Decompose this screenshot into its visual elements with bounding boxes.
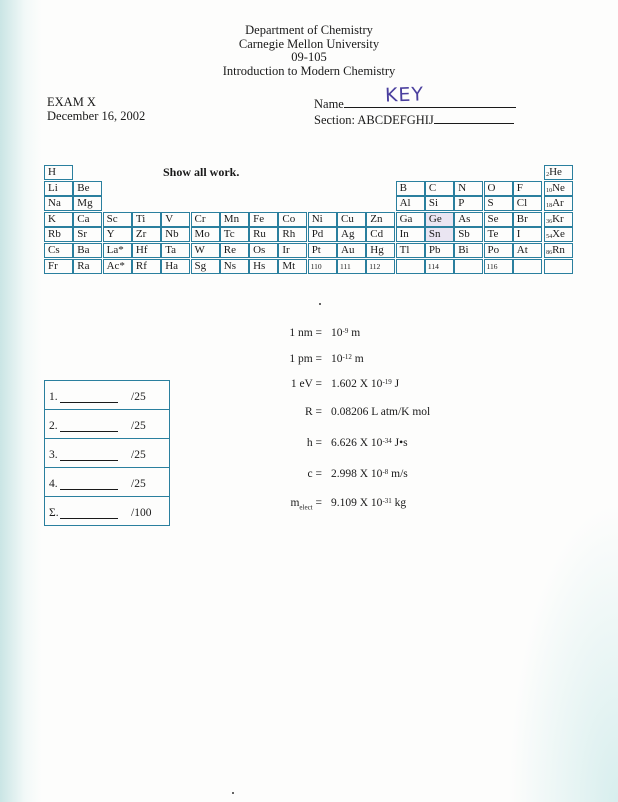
constant-label: 1 pm = (289, 353, 322, 365)
element-cell: Tl (396, 243, 425, 258)
element-cell: W (191, 243, 220, 258)
score-blank[interactable] (60, 402, 118, 403)
score-blank[interactable] (60, 489, 118, 490)
element-cell (454, 259, 483, 274)
element-cell (544, 259, 573, 274)
name-handwritten: KEY (384, 83, 425, 107)
element-cell: Al (396, 196, 425, 211)
element-cell: Cu (337, 212, 366, 227)
speck (232, 792, 234, 794)
element-cell: Rf (132, 259, 161, 274)
constant-label: 1 nm = (289, 327, 322, 339)
exam-title: EXAM X (47, 95, 96, 109)
element-cell: O (484, 181, 513, 196)
score-row (45, 381, 169, 410)
speck (319, 303, 321, 305)
element-cell: Na (44, 196, 73, 211)
element-cell: 112 (366, 259, 395, 274)
constant-row (236, 467, 408, 483)
element-cell: Rb (44, 227, 73, 242)
element-cell: Bi (454, 243, 483, 258)
header-line: 09-105 (291, 50, 327, 65)
element-cell: Ru (249, 227, 278, 242)
element-cell: Se (484, 212, 513, 227)
element-cell: Sc (103, 212, 132, 227)
element-cell: H (44, 165, 73, 180)
constant-row (236, 352, 364, 368)
scan-speckle-left (0, 0, 42, 802)
constant-label: R = (304, 406, 322, 418)
constant-value: 1.602 X $10^{-19}$ J (331, 378, 400, 390)
element-cell: Os (249, 243, 278, 258)
element-cell: Ir (278, 243, 307, 258)
element-cell: Sb (454, 227, 483, 242)
element-cell: $_{36}$Kr (544, 212, 573, 227)
element-cell: Co (278, 212, 307, 227)
constant-label: h = (306, 437, 322, 449)
element-cell: Cs (44, 243, 73, 258)
header-line: Department of Chemistry (245, 23, 373, 37)
element-cell: $_{54}$Xe (544, 227, 573, 242)
element-cell: Po (484, 243, 513, 258)
element-cell: Mo (191, 227, 220, 242)
constant-row (236, 405, 431, 421)
element-cell: Ca (73, 212, 102, 227)
constant-row (236, 326, 361, 342)
element-cell: Fr (44, 259, 73, 274)
element-cell: Li (44, 181, 73, 196)
element-cell: Ni (308, 212, 337, 227)
constant-value: $10^{-12}$ m (331, 353, 364, 365)
element-cell: Br (513, 212, 542, 227)
score-blank[interactable] (60, 431, 118, 432)
score-blank[interactable] (60, 460, 118, 461)
element-cell: 114 (425, 259, 454, 274)
element-cell: Ta (161, 243, 190, 258)
element-cell: $_{10}$Ne (544, 181, 573, 196)
points-total: /25 (131, 478, 146, 490)
element-cell: At (513, 243, 542, 258)
course-header (0, 24, 618, 78)
element-cell: Rh (278, 227, 307, 242)
element-cell: Ti (132, 212, 161, 227)
points-total: /100 (131, 507, 152, 519)
constant-row (236, 377, 400, 393)
element-cell: Ha (161, 259, 190, 274)
constant-row (236, 436, 408, 452)
question-number: 2. (49, 420, 58, 432)
element-cell: Be (73, 181, 102, 196)
scan-speckle-bottom-right (508, 502, 618, 802)
element-cell: La* (103, 243, 132, 258)
score-box (44, 380, 170, 526)
name-field[interactable] (344, 95, 516, 108)
element-cell: S (484, 196, 513, 211)
element-cell: Ba (73, 243, 102, 258)
element-cell: Hg (366, 243, 395, 258)
element-cell: Ag (337, 227, 366, 242)
element-cell: K (44, 212, 73, 227)
exam-info (47, 95, 145, 123)
element-cell (513, 259, 542, 274)
element-cell: Cd (366, 227, 395, 242)
element-cell: Hs (249, 259, 278, 274)
question-number: 1. (49, 391, 58, 403)
score-row (45, 439, 169, 468)
element-cell: Y (103, 227, 132, 242)
constant-value: 0.08206 L atm/K mol (331, 406, 431, 418)
score-row (45, 497, 169, 525)
element-cell: C (425, 181, 454, 196)
element-cell: 111 (337, 259, 366, 274)
element-cell: $_{86}$Rn (544, 243, 573, 258)
exam-date: December 16, 2002 (47, 109, 146, 123)
score-row (45, 410, 169, 439)
element-cell: Cl (513, 196, 542, 211)
constant-value: 2.998 X $10^{-8}$ m/s (331, 468, 408, 480)
element-cell: Ra (73, 259, 102, 274)
constant-row (236, 496, 407, 512)
element-cell: I (513, 227, 542, 242)
element-cell: Ac* (103, 259, 132, 274)
score-blank[interactable] (60, 518, 118, 519)
element-cell: Au (337, 243, 366, 258)
element-cell: B (396, 181, 425, 196)
element-cell (396, 259, 425, 274)
element-cell: P (454, 196, 483, 211)
element-cell: $_{18}$Ar (544, 196, 573, 211)
element-cell: Ge (425, 212, 454, 227)
element-cell: Pb (425, 243, 454, 258)
element-cell: N (454, 181, 483, 196)
element-cell: Zr (132, 227, 161, 242)
name-label: Name (314, 97, 344, 111)
constant-value: 6.626 X $10^{-34}$ J•s (331, 437, 408, 449)
element-cell: Si (425, 196, 454, 211)
element-cell: Hf (132, 243, 161, 258)
element-cell: Pd (308, 227, 337, 242)
question-number: 3. (49, 449, 58, 461)
element-cell: Te (484, 227, 513, 242)
section-field[interactable] (434, 111, 514, 124)
element-cell: Mg (73, 196, 102, 211)
element-cell: Nb (161, 227, 190, 242)
points-total: /25 (131, 449, 146, 461)
question-number: 4. (49, 478, 58, 490)
element-cell: In (396, 227, 425, 242)
instructions: Show all work. (163, 165, 240, 179)
element-cell: Cr (191, 212, 220, 227)
element-cell: Zn (366, 212, 395, 227)
constant-label: 1 eV = (290, 378, 322, 390)
element-cell: As (454, 212, 483, 227)
element-cell: Mt (278, 259, 307, 274)
points-total: /25 (131, 391, 146, 403)
element-cell: Sn (425, 227, 454, 242)
element-cell: Sg (191, 259, 220, 274)
element-cell: Pt (308, 243, 337, 258)
element-cell: Sr (73, 227, 102, 242)
element-cell: Re (220, 243, 249, 258)
score-row (45, 468, 169, 497)
section-label: Section: ABCDEFGHIJ (314, 113, 434, 127)
element-cell: 110 (308, 259, 337, 274)
element-cell: Tc (220, 227, 249, 242)
element-cell: 116 (484, 259, 513, 274)
question-number: Σ. (49, 507, 59, 519)
element-cell: $_2$He (544, 165, 573, 180)
points-total: /25 (131, 420, 146, 432)
element-cell: Mn (220, 212, 249, 227)
constant-value: 9.109 X $10^{-31}$ kg (331, 497, 407, 509)
element-cell: F (513, 181, 542, 196)
header-line: Carnegie Mellon University (238, 36, 380, 51)
header-line: Introduction to Modern Chemistry (222, 63, 396, 78)
element-cell: V (161, 212, 190, 227)
constant-label: c = (307, 468, 322, 480)
constant-label: $m_{elect}$ = (290, 497, 322, 512)
constant-value: $10^{-9}$ m (331, 327, 361, 339)
element-cell: Ga (396, 212, 425, 227)
element-cell: Fe (249, 212, 278, 227)
element-cell: Ns (220, 259, 249, 274)
